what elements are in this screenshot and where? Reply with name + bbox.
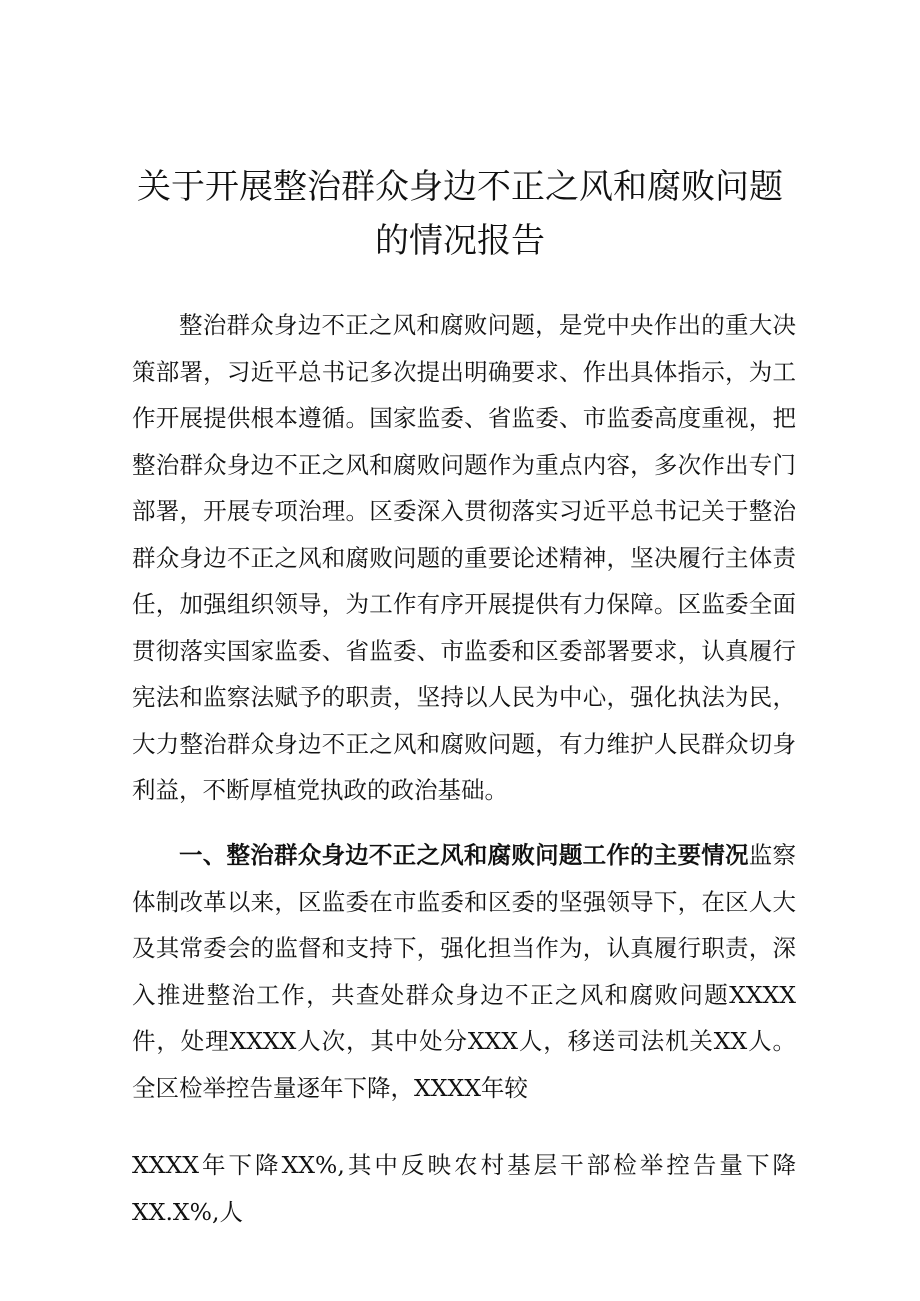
document-title: 关于开展整治群众身边不正之风和腐败问题的情况报告: [137, 167, 783, 261]
continuation-line: XXXX年下降XX%,其中反映农村基层干部检举控告量下降XX.X%,人: [132, 1151, 796, 1226]
section-1-paragraph: [132, 832, 796, 1111]
intro-paragraph: 整治群众身边不正之风和腐败问题，是党中央作出的重大决策部署，习近平总书记多次提出明确要求、作出具体指示，为工作开展提供根本遵循。国家监委、省监委、市监委高度重视，把整治群众身边不正之风和腐败问题作为重点内容，多次作出专门部署，开展专项治理。区委深入贯彻落实习近平总书记关于整治群众身边不正之风和腐败问题的重要论述精神，坚决履行主体责任，加强组织领导，为工作有序开展提供有力保障。区监委全面贯彻落实国家监委、省监委、市监委和区委部署要求，认真履行宪法和监察法赋予的职责，坚持以人民为中心，强化执法为民，大力整治群众身边不正之风和腐败问题，有力维护人民群众切身利益，不断厚植党执政的政治基础。: [132, 311, 796, 804]
section-1-text: 监察体制改革以来，区监委在市监委和区委的坚强领导下，在区人大及其常委会的监督和支持下，强化担当作为，认真履行职责，深入推进整治工作，共查处群众身边不正之风和腐败问题XXXX件，处理XXXX人次，其中处分XXX人，移送司法机关XX人。全区检举控告量逐年下降，XXXX年较: [132, 841, 797, 1102]
section-1-heading: 一、整治群众身边不正之风和腐败问题工作的主要情况: [179, 841, 749, 869]
